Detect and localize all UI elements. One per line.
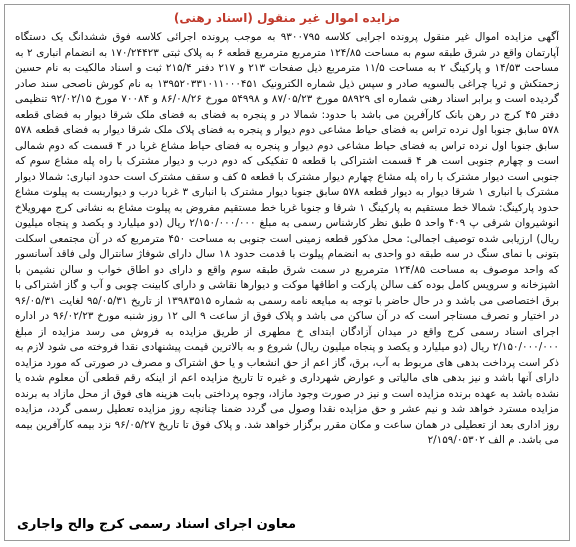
notice-signature: معاون اجرای اسناد رسمی کرج والح واجاری [17, 517, 297, 532]
notice-frame [4, 4, 570, 541]
notice-title: مزایده اموال غیر منقول (اسناد رهنی) [173, 11, 401, 25]
notice-body: آگهی مزایده اموال غیر منقول پرونده اجرایی کلاسه ۹۳۰۰۷۹۵ به موجب پرونده اجرائی کلاسه فوق ششدانگ یک دستگاه آپارتمان واقع در شرق طبقه سوم به مساحت ۱۲۴/۸۵ مترمربع مترمربع قطعه ۶ به پلاک ثبتی ۱۷۰/۲۴۴۲۳ به انضمام انباری ۲ به مساحت ۱۴/۵۳ و پارکینگ ۲ به مساحت ۱۱/۵ مترمربع ذیل صفحات ۲۱۳ و ۲۱۷ دفتر ۲۱۵/۴ ثبت و اسناد مالکیت به نام حسین زحمتکش و ثریا چراغی بالسویه صادر و سپس ذیل شماره الکترونیک ۱۳۹۵۲۰۳۳۱۰۱۱۰۰۰۴۵۱ به نام کورش ناصحی سند صادر گردیده است و برابر اسناد رهنی شماره ای ۵۸۹۲۹ مورخ ۸۷/۰۵/۲۳ و ۵۴۹۹۸ مورخ ۸۶/۰۸/۲۶ و ۷۰۰۸۴ مورخ ۹۲/۰۲/۱۵ تنظیمی دفتر ۴۵ کرج در رهن بانک کارآفرین می باشد با حدود: شمالا در و پنجره به فضای به فضای ملک شرقا دیوار به فضای قطعه ۵۷۸ سابق جنوبا اول نرده تراس به فضای حیاط مشاعی دوم دیوار و پنجره به فضای پلاک ملک شرقا دیوار به فضای قطعه ۵۷۸ سابق جنوبا اول نرده تراس به فضای حیاط مشاعی دوم دیوار و پنجره به فضای حیاط مشاع غربا در ۴ قسمت که دوم شمالی است و چهارم جنوبی است هر ۴ قسمت اشتراکی با قطعه ۵ تفکیکی که دوم درب و دیوار مشترک با راه پله مشاع سوم که جنوبی است دیوار مشترک با راه پله مشاع چهارم دیوار مشترک با قطعه ۵ کف و سقف مشترک است حدود انباری: شمالا دیوار مشترک با انباری ۱ شرقا دیوار به دیوار قطعه ۵۷۸ سابق جنوبا دیوار مشترک با انباری ۳ غربا درب و دیواربست به پیلوت مشاع حدود پارکینگ: شمالا خط مستقیم به پارکینگ ۱ شرقا و جنوبا غربا خط مستقیم مفروض به پیلوت مشاع به نشانی کرج مهرویلاخ انوشیروان شرقی پ ۴۰۹ واحد ۵ طبق نظر کارشناس رسمی به مبلغ ۲/۱۵۰/۰۰۰/۰۰۰ ریال (دو میلیارد و یکصد و پنجاه میلیون ریال) ارزیابی شده توصیف اجمالی: محل مذکور قطعه زمینی است جنوبی به مساحت ۴۵۰ مترمربع که در آن مجتمعی اسکلت بتونی با نمای سنگ در سه طبقه دو واحدی به انضمام پیلوت با قدمت حدود ۱۸ سال دارای شوفاژ سانترال ولی فاقد آسانسور که واحد موصوف به مساحت ۱۲۴/۸۵ مترمربع در سمت شرق طبقه سوم واقع و دارای دو اطاق خواب و سالن نشیمن با اشپزخانه و سرویس کامل بوده کف سالن پارکت و اطاقها موکت و دیوارها نقاشی و دارای کابینت چوبی و آب و گاز اشتراکی با برق اختصاصی می باشد و در حال حاضر با توجه به مبایعه نامه رسمی به شماره ۱۳۹۸۳۵۱۵ از تاریخ ۹۵/۰۵/۳۱ لغایت ۹۶/۰۵/۳۱ در اختیار و تصرف مستاجر است که در آن ساکن می باشد و پلاک فوق از ساعت ۹ الی ۱۲ روز شنبه مورخ ۹۶/۰۲/۲۳ در اداره اجرای اسناد رسمی کرج واقع در میدان آزادگان ابتدای خ مطهری از طریق مزایده به فروش می رسد مزایده از مبلغ ۲/۱۵۰/۰۰۰/۰۰۰ ریال (دو میلیارد و یکصد و پنجاه میلیون ریال) شروع و به بالاترین قیمت پیشنهادی نقدا فروخته می شود لازم به ذکر است پرداخت بدهی های مربوط به آب، برق، گاز اعم از حق انشعاب و یا حق اشتراک و مصرف در صورتی که مورد مزایده دارای آنها باشد و نیز بدهی های مالیاتی و عوارض شهرداری و غیره تا تاریخ مزایده اعم از اینکه رقم قطعی آن معلوم شده یا نشده باشد به عهده برنده مزایده است و نیز در صورت وجود مازاد، وجوه پرداختی بابت هزینه های فوق از محل مازاد به برنده مزایده مسترد خواهد شد و نیم عشر و حق مزایده نقدا وصول می گردد ضمنا چنانچه روز مزایده تعطیل رسمی گردد، مزایده روز اداری بعد از تعطیلی در همان ساعت و مکان مقرر برگزار خواهد شد. و پلاک فوق تا تاریخ ۹۶/۰۵/۲۷ نزد بیمه کارآفرین بیمه می باشد. م الف ۲/۱۵۹/۰۵۳۰۲ [15, 31, 559, 446]
